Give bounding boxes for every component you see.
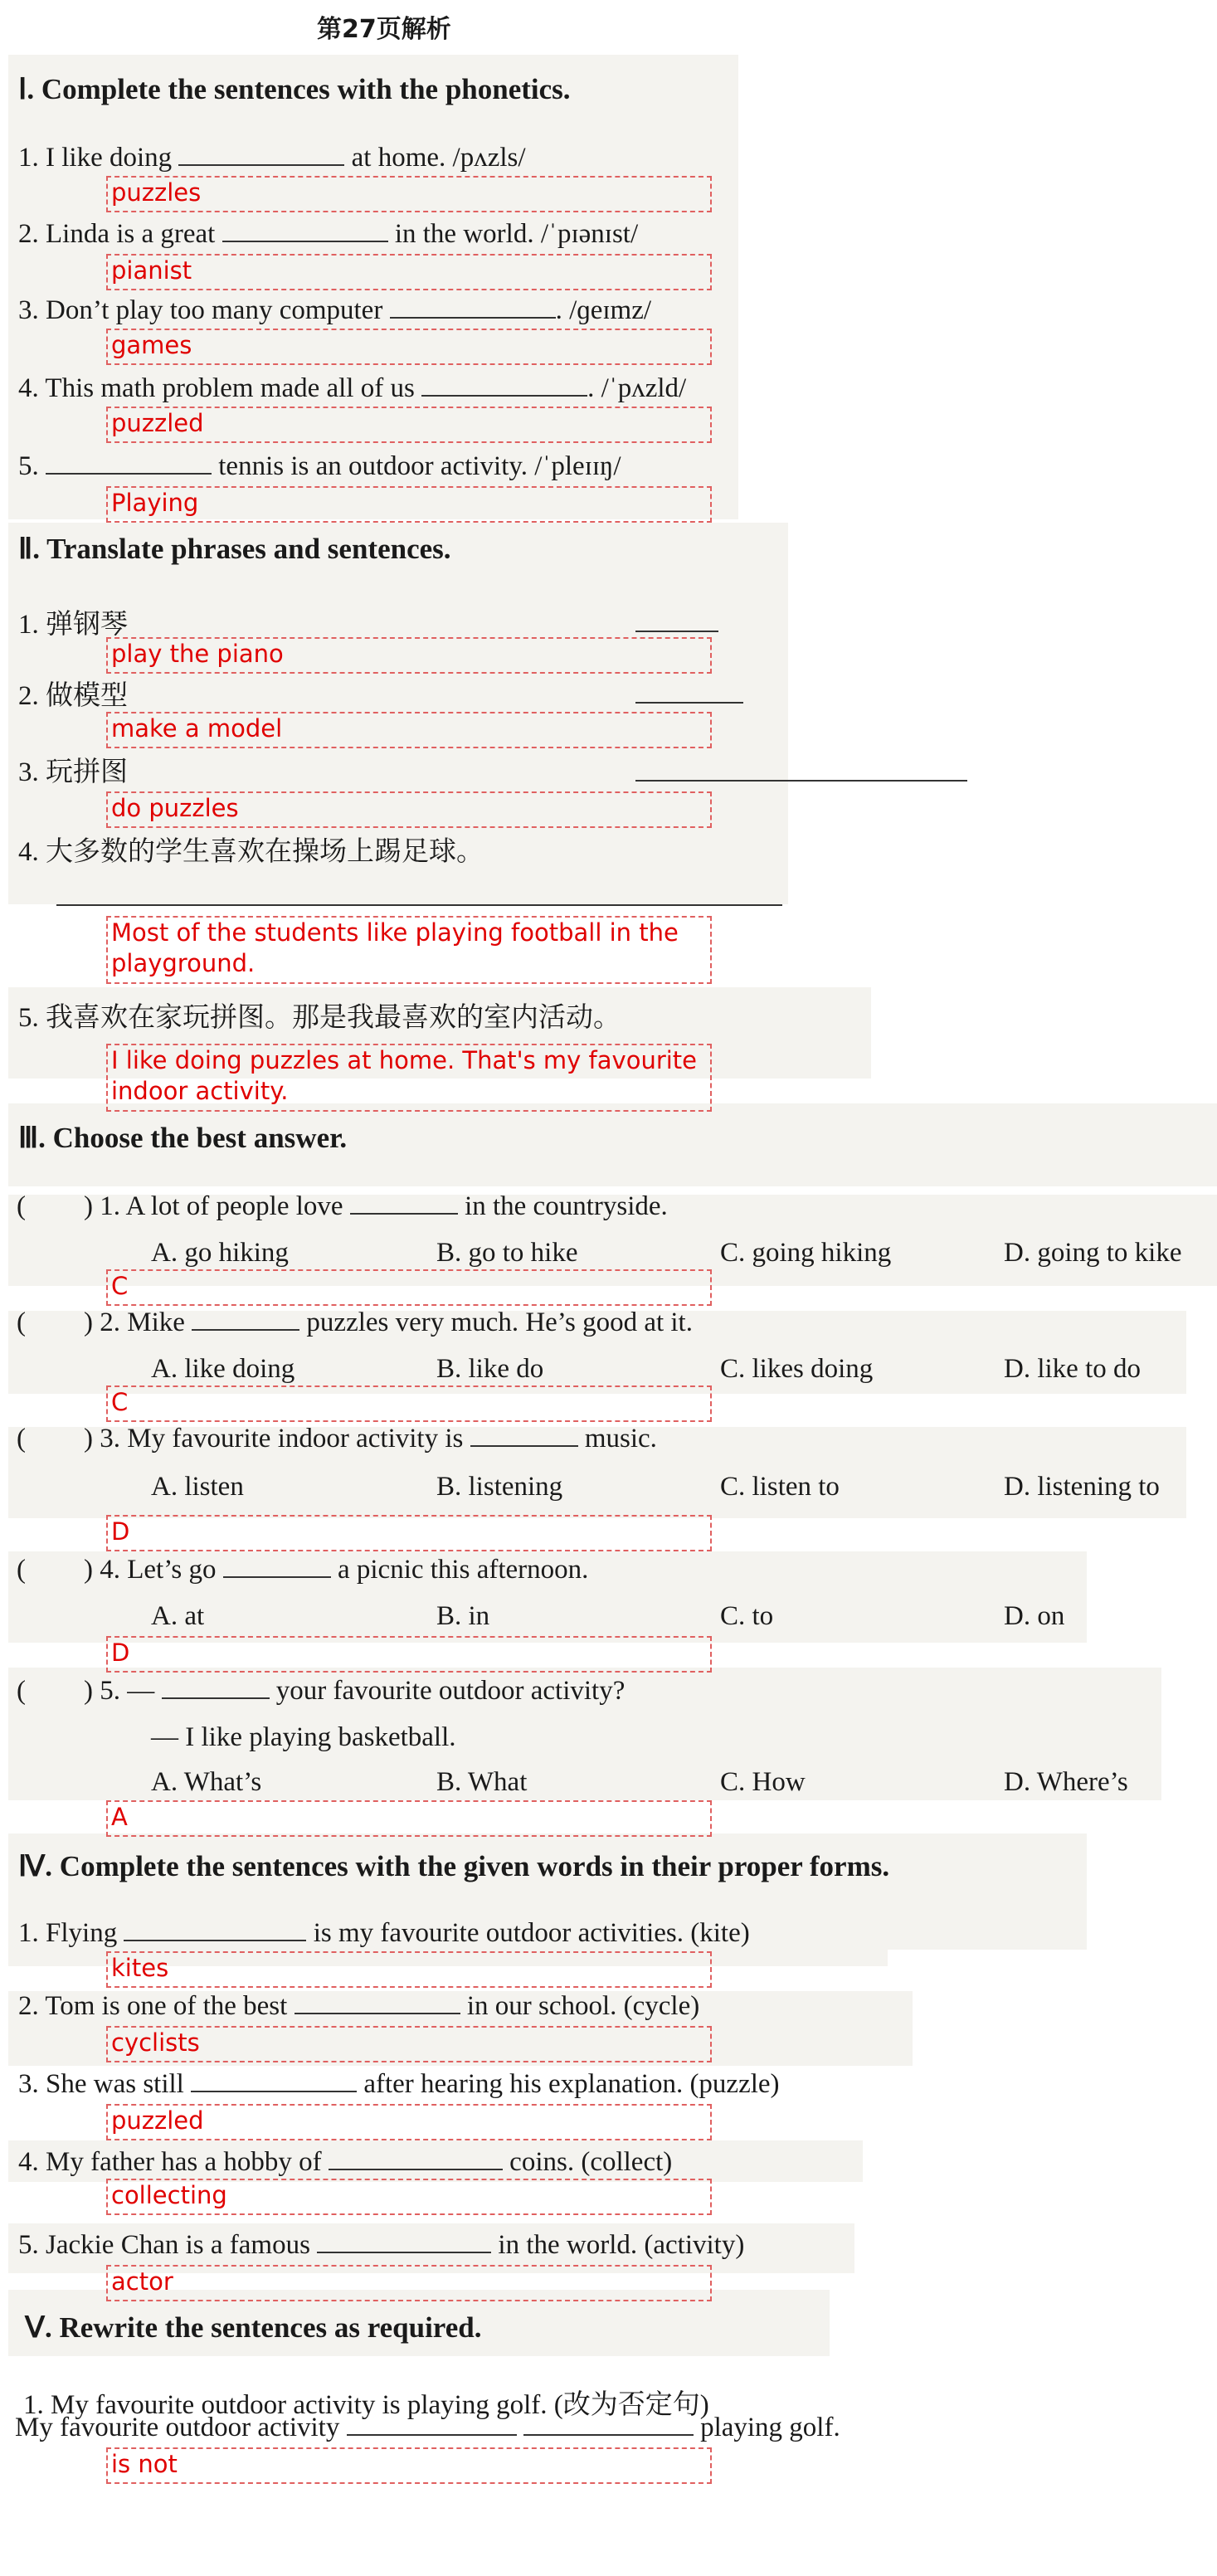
p3-q5: ( ) 5. — your favourite outdoor activity? [17, 1676, 626, 1706]
p3-q3-opt-b: B. listening [436, 1472, 563, 1502]
p2-blank3 [635, 780, 967, 782]
p2-q3: 3. 玩拼图 [18, 757, 128, 787]
p3-q3: ( ) 3. My favourite indoor activity is music. [17, 1424, 657, 1454]
p3-q5-opt-d: D. Where’s [1004, 1767, 1128, 1797]
p3-q3-opt-d: D. listening to [1004, 1472, 1160, 1502]
p3-q4-opt-c: C. to [720, 1601, 774, 1631]
p4-a2: cyclists [106, 2026, 712, 2062]
section-4-heading: Ⅳ. Complete the sentences with the given words in their proper forms. [18, 1850, 890, 1882]
p1-a4: puzzled [106, 407, 712, 443]
p3-q5-opt-c: C. How [720, 1767, 806, 1797]
p4-a1: kites [106, 1951, 712, 1988]
p4-a4: collecting [106, 2179, 712, 2215]
section-1-heading: Ⅰ. Complete the sentences with the phonetics. [18, 73, 571, 105]
p2-a2: make a model [106, 712, 712, 748]
p1-q2: 2. Linda is a great in the world. /ˈpɪənɪst/ [18, 219, 639, 249]
p3-q2-opt-a: A. like doing [151, 1354, 295, 1384]
p3-q4: ( ) 4. Let’s go a picnic this afternoon. [17, 1555, 589, 1585]
p3-q4-opt-d: D. on [1004, 1601, 1065, 1631]
section-5-heading: Ⅴ. Rewrite the sentences as required. [25, 2311, 482, 2344]
p2-blank4 [56, 904, 782, 906]
p1-a1: puzzles [106, 176, 712, 212]
p2-q4: 4. 大多数的学生喜欢在操场上踢足球。 [18, 837, 484, 867]
p3-q5-opt-b: B. What [436, 1767, 528, 1797]
p5-q1: 1. My favourite outdoor activity is playing golf. (改为否定句) [23, 2390, 709, 2420]
p1-a2: pianist [106, 254, 712, 290]
p2-blank2 [635, 702, 743, 704]
p2-blank1 [635, 631, 718, 632]
p3-a3: D [106, 1515, 712, 1551]
p3-q5-opt-a: A. What’s [151, 1767, 262, 1797]
p3-q4-opt-b: B. in [436, 1601, 490, 1631]
p1-q1: 1. I like doing at home. /pʌzls/ [18, 143, 526, 173]
p4-q1: 1. Flying is my favourite outdoor activities. (kite) [18, 1918, 750, 1948]
p3-q1-opt-c: C. going hiking [720, 1238, 892, 1268]
p2-q1: 1. 弹钢琴 [18, 610, 128, 640]
p1-q3: 3. Don’t play too many computer . /ɡeɪmz/ [18, 295, 652, 325]
p1-a3: games [106, 329, 712, 365]
page-title: 第27页解析 [317, 15, 451, 44]
p1-q4: 4. This math problem made all of us . /ˈpʌzld/ [18, 373, 687, 403]
p5-q1-line2: My favourite outdoor activity playing golf. [15, 2413, 840, 2442]
p1-q5: 5. tennis is an outdoor activity. /ˈpleɪɪŋ/ [18, 451, 621, 481]
p3-q1: ( ) 1. A lot of people love in the countryside. [17, 1191, 668, 1221]
p4-q3: 3. She was still after hearing his explanation. (puzzle) [18, 2069, 780, 2099]
p2-a3: do puzzles [106, 791, 712, 828]
p2-a1: play the piano [106, 637, 712, 674]
p3-q1-opt-b: B. go to hike [436, 1238, 578, 1268]
p2-q5: 5. 我喜欢在家玩拼图。那是我最喜欢的室内活动。 [18, 1003, 621, 1033]
p3-q2-opt-d: D. like to do [1004, 1354, 1141, 1384]
p2-q2: 2. 做模型 [18, 681, 128, 711]
p3-q3-opt-c: C. listen to [720, 1472, 840, 1502]
p3-a1: C [106, 1269, 712, 1306]
p4-a5: actor [106, 2265, 712, 2301]
p3-q3-opt-a: A. listen [151, 1472, 244, 1502]
p2-a5: I like doing puzzles at home. That's my favourite indoor activity. [106, 1044, 712, 1112]
p1-a5: Playing [106, 486, 712, 523]
p3-q2-opt-c: C. likes doing [720, 1354, 874, 1384]
p3-q1-opt-d: D. going to kike [1004, 1238, 1182, 1268]
section-3-heading: Ⅲ. Choose the best answer. [18, 1122, 348, 1154]
p4-q5: 5. Jackie Chan is a famous in the world. (activity) [18, 2230, 745, 2260]
p4-a3: puzzled [106, 2104, 712, 2140]
p3-a5: A [106, 1800, 712, 1837]
p4-q4: 4. My father has a hobby of coins. (collect) [18, 2147, 673, 2177]
p3-q5-line2: — I like playing basketball. [151, 1722, 456, 1752]
p3-q2: ( ) 2. Mike puzzles very much. He’s good at it. [17, 1307, 693, 1337]
p2-a4: Most of the students like playing football in the playground. [106, 916, 712, 984]
p3-a2: C [106, 1385, 712, 1422]
p3-q2-opt-b: B. like do [436, 1354, 544, 1384]
section-2-heading: Ⅱ. Translate phrases and sentences. [18, 533, 451, 565]
p4-q2: 2. Tom is one of the best in our school. (cycle) [18, 1991, 700, 2021]
p5-a1: is not [106, 2447, 712, 2484]
p3-q4-opt-a: A. at [151, 1601, 205, 1631]
p3-q1-opt-a: A. go hiking [151, 1238, 289, 1268]
p3-a4: D [106, 1636, 712, 1673]
